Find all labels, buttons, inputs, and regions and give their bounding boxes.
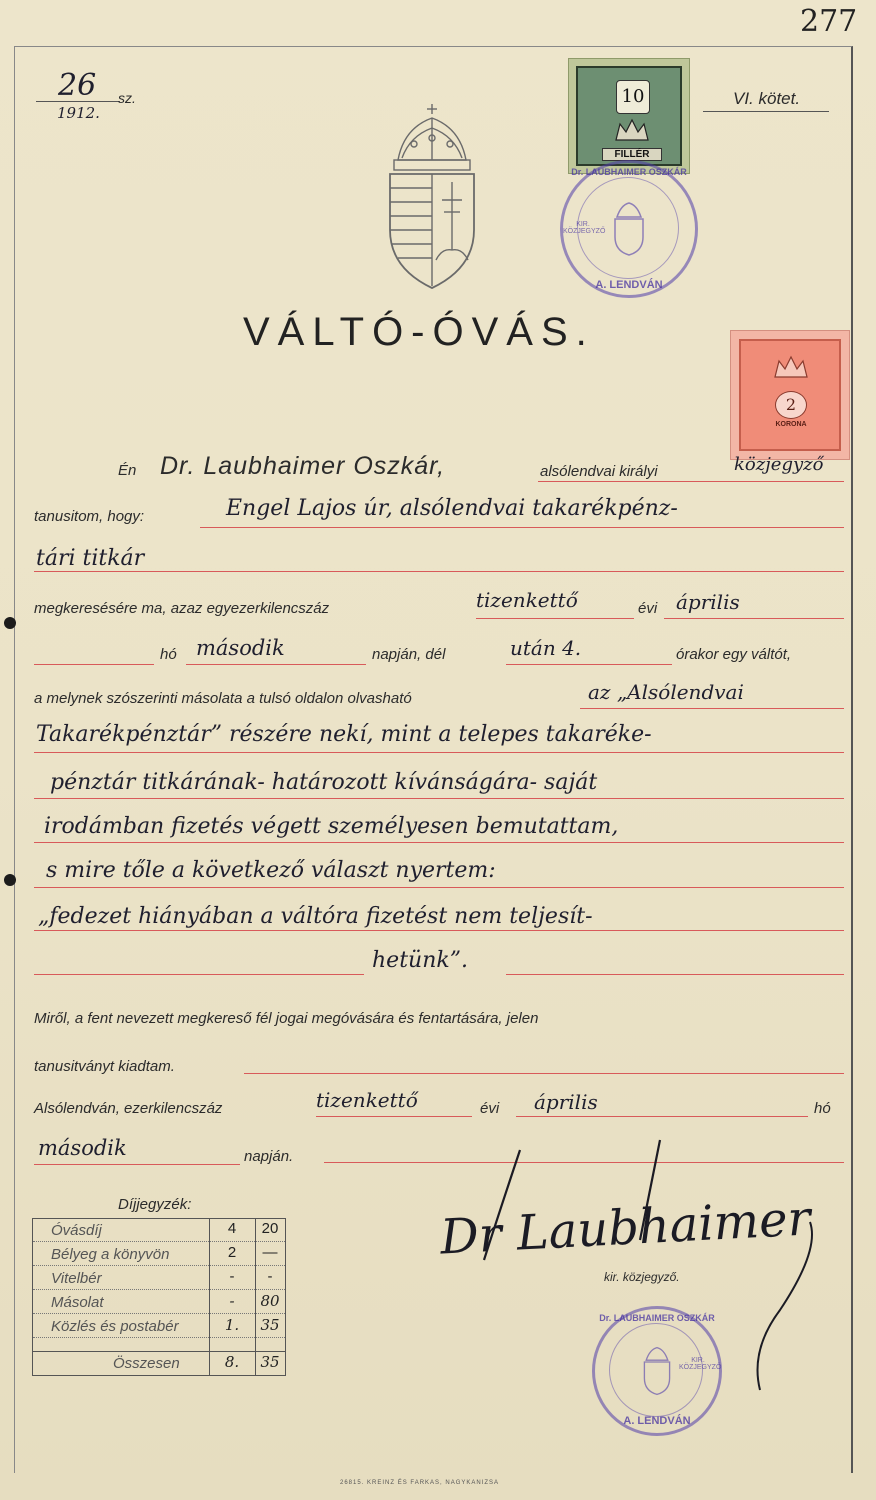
notary-seal-bottom [592, 1306, 722, 1436]
hand-line-8: pénztár titkárának- határozott kívánságára- saját [50, 770, 598, 795]
fee-korona: 4 [227, 1220, 237, 1237]
rule [34, 887, 844, 888]
hand-month-1: április [676, 590, 740, 614]
register-year: 1912. [57, 104, 100, 122]
hand-line-7: Takarékpénztár” részére nekí, mint a telepes takaréke- [36, 722, 652, 747]
text-ho-2: hó [814, 1100, 831, 1117]
rule [506, 664, 672, 665]
rule [34, 1164, 240, 1165]
hand-bank-name: az „Alsólendvai [588, 680, 744, 704]
fee-label: Másolat [51, 1294, 104, 1311]
rule [200, 527, 844, 528]
fee-row-total [33, 1351, 285, 1374]
fee-row [33, 1315, 285, 1338]
fee-label: Összesen [113, 1355, 180, 1372]
seal-bottom-text: A. LENDVÁN [623, 1415, 691, 1427]
seal-middle-text: KIR. KÖZJEGYZŐ [563, 221, 606, 235]
rule [538, 481, 844, 482]
notary-seal-top [560, 160, 698, 298]
text-alsolendvan: Alsólendván, ezerkilencszáz [34, 1100, 223, 1117]
signature-title: kir. közjegyző. [604, 1270, 680, 1284]
fee-korona: - [229, 1268, 235, 1285]
rule [580, 708, 844, 709]
text-ho: hó [160, 646, 177, 663]
fee-stamp-1-unit: FILLÉR [602, 148, 662, 161]
hand-day-2: második [38, 1136, 127, 1160]
fee-label: Vitelbér [51, 1270, 102, 1287]
fee-label: Bélyeg a könyvön [51, 1246, 170, 1263]
text-orakor: órakor egy váltót, [676, 646, 792, 663]
fee-filler: — [262, 1244, 278, 1261]
rule [34, 798, 844, 799]
fee-korona: 8. [224, 1353, 240, 1371]
register-number: 26 [58, 68, 97, 103]
hand-line-12: hetünk”. [372, 948, 468, 973]
punch-hole [4, 617, 16, 629]
rule [506, 974, 844, 975]
hand-line-9: irodámban fizetés végett személyesen bemutattam, [44, 814, 619, 839]
rule [34, 571, 844, 572]
fee-row [33, 1219, 285, 1242]
rule [244, 1073, 844, 1074]
fee-korona: 2 [227, 1244, 237, 1261]
fee-row [33, 1243, 285, 1266]
fee-filler: 20 [261, 1220, 279, 1237]
fee-table [32, 1218, 286, 1376]
text-evi-2: évi [480, 1100, 500, 1117]
text-mirol: Miről, a fent nevezett megkereső fél jogai megóvására és fentartására, jelen [34, 1010, 539, 1027]
text-evi: évi [638, 600, 658, 617]
fee-list-title: Díjjegyzék: [118, 1196, 192, 1213]
hand-day-1: második [196, 636, 285, 660]
rule [186, 664, 366, 665]
notary-name: Dr. Laubhaimer Oszkár, [160, 452, 446, 480]
text-en: Én [118, 462, 137, 479]
hand-line-10: s mire tőle a következő választ nyertem: [46, 858, 496, 883]
rule [664, 618, 844, 619]
fee-row [33, 1267, 285, 1290]
printer-imprint: 26815. KREINZ ÉS FARKAS, NAGYKANIZSA [340, 1480, 500, 1486]
fee-label: Óvásdíj [51, 1222, 102, 1239]
fee-row [33, 1291, 285, 1314]
seal-top-text: Dr. LAUBHAIMER OSZKÁR [599, 1313, 715, 1323]
hand-line-11: „fedezet hiányában a váltóra fizetést nem teljesít- [38, 904, 593, 929]
register-underline [36, 101, 120, 102]
seal-coat-of-arms-icon [609, 201, 649, 257]
fee-label: Közlés és postabér [51, 1318, 179, 1335]
rule [476, 618, 634, 619]
text-tanusitvanyt: tanusitványt kiadtam. [34, 1058, 175, 1075]
fee-stamp-1-value: 10 [616, 80, 650, 114]
crown-icon [771, 351, 811, 381]
seal-top-text: Dr. LAUBHAIMER OSZKÁR [571, 167, 687, 177]
volume-underline [703, 111, 829, 112]
rule [516, 1116, 808, 1117]
seal-middle-text: KIR. KÖZJEGYZŐ [679, 1357, 722, 1371]
fee-filler: 80 [260, 1292, 280, 1310]
text-napjan-del: napján, dél [372, 646, 446, 663]
rule [34, 842, 844, 843]
text-alsolendvai: alsólendvai királyi [540, 463, 658, 480]
volume-label: VI. kötet. [733, 89, 801, 108]
hand-client-title: tári titkár [36, 546, 145, 571]
hand-time: után 4. [510, 636, 582, 660]
fee-stamp-10-filler [568, 58, 690, 174]
fee-filler: - [267, 1268, 273, 1285]
rule [34, 974, 364, 975]
fee-filler: 35 [260, 1316, 280, 1334]
signature: Dr Laubhaimer [438, 1190, 812, 1266]
fee-stamp-2-unit: KORONA [775, 421, 807, 428]
punch-hole [4, 874, 16, 886]
text-a-melynek: a melynek szószerinti másolata a tulsó oldalon olvasható [34, 690, 412, 707]
text-tanusitom: tanusitom, hogy: [34, 508, 145, 525]
rule [34, 752, 844, 753]
seal-coat-of-arms-icon [639, 1345, 675, 1397]
rule [34, 930, 844, 931]
page-number: 277 [800, 4, 858, 39]
text-napjan: napján. [244, 1148, 294, 1165]
hand-year-2: tizenkettő [316, 1088, 418, 1112]
seal-bottom-text: A. LENDVÁN [595, 279, 663, 291]
register-sz-label: sz. [118, 90, 136, 106]
fee-stamp-2-korona [730, 330, 850, 460]
rule [34, 664, 154, 665]
hand-year-1: tizenkettő [476, 588, 578, 612]
rule [316, 1116, 472, 1117]
fee-korona: - [229, 1292, 235, 1310]
hand-month-2: április [534, 1090, 598, 1114]
coat-of-arms-icon [384, 100, 480, 292]
document-title: VÁLTÓ-ÓVÁS. [243, 310, 595, 354]
fee-filler: 35 [260, 1353, 280, 1371]
crown-icon [612, 114, 652, 144]
text-megkeresesere: megkeresésére ma, azaz egyezerkilencszáz [34, 600, 330, 617]
fee-korona: 1. [224, 1316, 240, 1334]
hand-client-name: Engel Lajos úr, alsólendvai takarékpénz- [226, 496, 678, 521]
hand-kozjegyzo: közjegyző [734, 454, 824, 475]
fee-stamp-2-value: 2 [775, 391, 807, 419]
